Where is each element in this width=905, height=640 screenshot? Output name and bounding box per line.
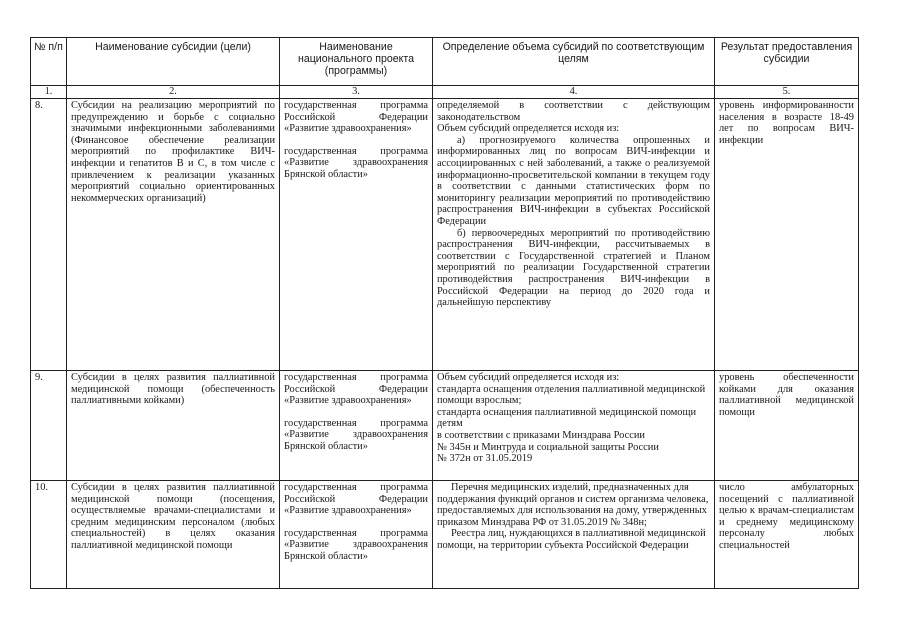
definition-paragraph: в соответствии с приказами Минздрава России <box>437 429 645 441</box>
subsidy-name: Субсидии на реализацию мероприятий по предупреждению и борьбе с социально значимыми инфекционными заболеваниями (Финансовое обеспечение реализации мероприятий по профилактике ВИЧ-инфекции и гепатитов В и С, в том числе с привлечением к реализации указанных мероприятий социально ориентированных некоммерческих организаций) <box>67 99 280 371</box>
program-cell <box>280 481 433 589</box>
header-result: Результат предоставления субсидии <box>715 38 859 86</box>
definition-paragraph: стандарта оснащения отделения паллиативной медицинской помощи взрослым; <box>437 383 706 407</box>
column-number: 4. <box>433 86 715 99</box>
definition-paragraph: № 372н от 31.05.2019 <box>437 453 533 465</box>
column-number: 1. <box>31 86 67 99</box>
result-cell: число амбулаторных посещений с паллиативной целью к врачам-специалистам и среднему медицинскому персоналу любых специальностей <box>715 481 859 589</box>
program-cell <box>280 371 433 481</box>
program-federal: государственная программа Российской Федерации «Развитие здравоохранения» <box>284 482 428 517</box>
program-regional: государственная программа «Развитие здравоохранения Брянской области» <box>284 145 428 180</box>
definition-paragraph: Объем субсидий определяется исходя из: <box>437 123 620 135</box>
subsidy-table <box>30 37 859 589</box>
row-number: 10. <box>31 481 67 589</box>
volume-definition-cell <box>433 99 715 371</box>
table-row <box>31 481 859 589</box>
definition-paragraph: б) первоочередных мероприятий по противодействию распространения ВИЧ-инфекции, рассчитываемых в соответствии с Государственной стратегией и Планом мероприятий по реализации Государственной стратегии противодействия распространения ВИЧ-инфекции в Российской Федерации на период до 2020 года и дальнейшую перспективу <box>437 227 710 309</box>
subsidy-name: Субсидии в целях развития паллиативной медицинской помощи (посещения, осуществляемые врачами-специалистами и средним медицинским персоналом (любых специальностей) в целях оказания паллиативной медицинской помощи <box>67 481 280 589</box>
column-number: 5. <box>715 86 859 99</box>
program-federal: государственная программа Российской Федерации «Развитие здравоохранения» <box>284 100 428 135</box>
definition-paragraph: Перечня медицинских изделий, предназначенных для поддержания функций органов и систем организма человека, предоставляемых для использования на дому, утвержденных приказом Минздрава РФ от 31.05.2019 № 348н; <box>437 482 709 528</box>
volume-definition-cell <box>433 371 715 481</box>
definition-paragraph: Реестра лиц, нуждающихся в паллиативной медицинской помощи, на территории субъекта Российской Федерации <box>437 528 706 551</box>
definition-paragraph: а) прогнозируемого количества опрошенных и информированных лиц по вопросам ВИЧ-инфекции и ассоциированных с ней заболеваний, а также о реализуемой информационно-просветительской компании в текущем году в соответствии с данными статистических форм по мониторингу реализации мероприятий по противодействию распространения ВИЧ-инфекции в субъектах Российской Федерации <box>437 134 710 227</box>
program-regional: государственная программа «Развитие здравоохранения Брянской области» <box>284 417 428 452</box>
header-volume-definition: Определение объема субсидий по соответствующим целям <box>433 38 715 86</box>
definition-paragraph: стандарта оснащения паллиативной медицинской помощи детям <box>437 406 697 430</box>
header-project-name: Наименование национального проекта (программы) <box>280 38 433 86</box>
subsidy-name: Субсидии в целях развития паллиативной медицинской помощи (обеспеченность паллиативными койками) <box>67 371 280 481</box>
table-row <box>31 99 859 371</box>
table-row <box>31 371 859 481</box>
volume-definition-cell <box>433 481 715 589</box>
row-number: 9. <box>31 371 67 481</box>
row-number: 8. <box>31 99 67 371</box>
program-regional: государственная программа «Развитие здравоохранения Брянской области» <box>284 527 428 562</box>
column-number-row <box>31 86 859 99</box>
program-federal: государственная программа Российской Федерации «Развитие здравоохранения» <box>284 372 428 407</box>
result-cell: уровень информированности населения в возрасте 18-49 лет по вопросам ВИЧ-инфекции <box>715 99 859 371</box>
column-number: 2. <box>67 86 280 99</box>
column-number: 3. <box>280 86 433 99</box>
header-subsidy-name: Наименование субсидии (цели) <box>67 38 280 86</box>
program-cell <box>280 99 433 371</box>
table-header-row <box>31 38 859 86</box>
definition-paragraph: определяемой в соответствии с действующим законодательством <box>437 100 710 123</box>
result-cell: уровень обеспеченности койками для оказания паллиативной медицинской помощи <box>715 371 859 481</box>
definition-paragraph: № 345н и Минтруда и социальной защиты России <box>437 441 659 453</box>
definition-paragraph: Объем субсидий определяется исходя из: <box>437 372 620 383</box>
header-number: № п/п <box>31 38 67 86</box>
